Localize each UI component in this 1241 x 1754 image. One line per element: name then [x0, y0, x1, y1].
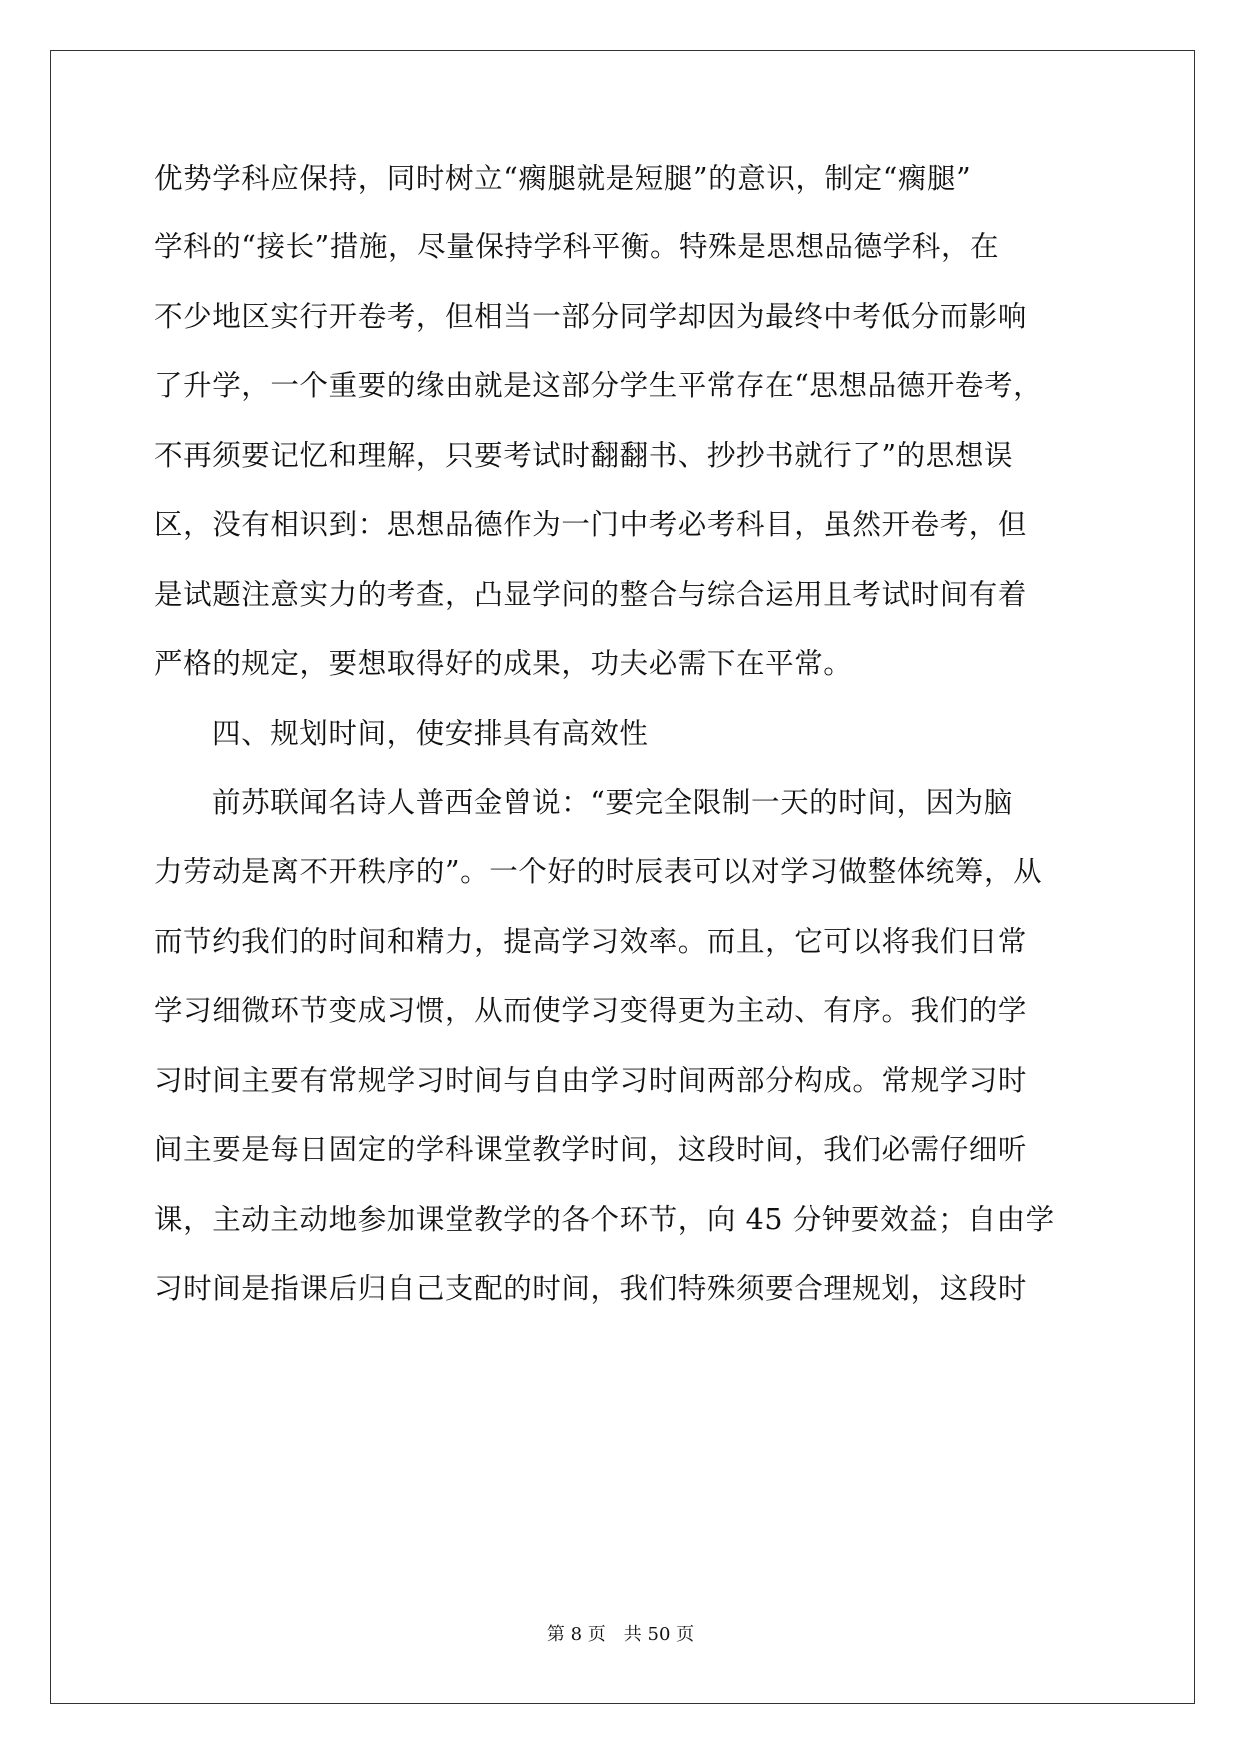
body-line: 间主要是每日固定的学科课堂教学时间，这段时间，我们必需仔细听: [154, 1133, 1028, 1166]
body-line: 学习细微环节变成习惯，从而使学习变得更为主动、有序。我们的学: [154, 994, 1028, 1027]
body-line: 不少地区实行开卷考，但相当一部分同学却因为最终中考低分而影响: [154, 300, 1028, 333]
body-line: 优势学科应保持，同时树立“瘸腿就是短腿”的意识，制定“瘸腿”: [154, 162, 972, 195]
body-line: 而节约我们的时间和精力，提高学习效率。而且，它可以将我们日常: [154, 925, 1028, 958]
body-line: 学科的“接长”措施，尽量保持学科平衡。特殊是思想品德学科，在: [154, 230, 1000, 263]
body-line: 了升学，一个重要的缘由就是这部分学生平常存在“思想品德开卷考，: [154, 369, 1043, 402]
body-line: 不再须要记忆和理解，只要考试时翻翻书、抄抄书就行了”的思想误: [154, 439, 1014, 472]
body-line: 习时间主要有常规学习时间与自由学习时间两部分构成。常规学习时: [154, 1064, 1028, 1097]
body-line: 课，主动主动地参加课堂教学的各个环节，向 45 分钟要效益；自由学: [154, 1203, 1055, 1236]
paragraph-first-line: 前苏联闻名诗人普西金曾说：“要完全限制一天的时间，因为脑: [212, 786, 1013, 819]
section-heading: 四、规划时间，使安排具有高效性: [212, 717, 649, 750]
body-line: 是试题注意实力的考查，凸显学问的整合与综合运用且考试时间有着: [154, 578, 1028, 611]
body-line: 力劳动是离不开秩序的”。一个好的时辰表可以对学习做整体统筹，从: [154, 855, 1043, 888]
body-line: 严格的规定，要想取得好的成果，功夫必需下在平常。: [154, 647, 853, 680]
body-line: 区，没有相识到：思想品德作为一门中考必考科目，虽然开卷考，但: [154, 508, 1028, 541]
page-number-footer: 第 8 页 共 50 页: [546, 1624, 695, 1645]
body-line: 习时间是指课后归自己支配的时间，我们特殊须要合理规划，这段时: [154, 1272, 1028, 1305]
